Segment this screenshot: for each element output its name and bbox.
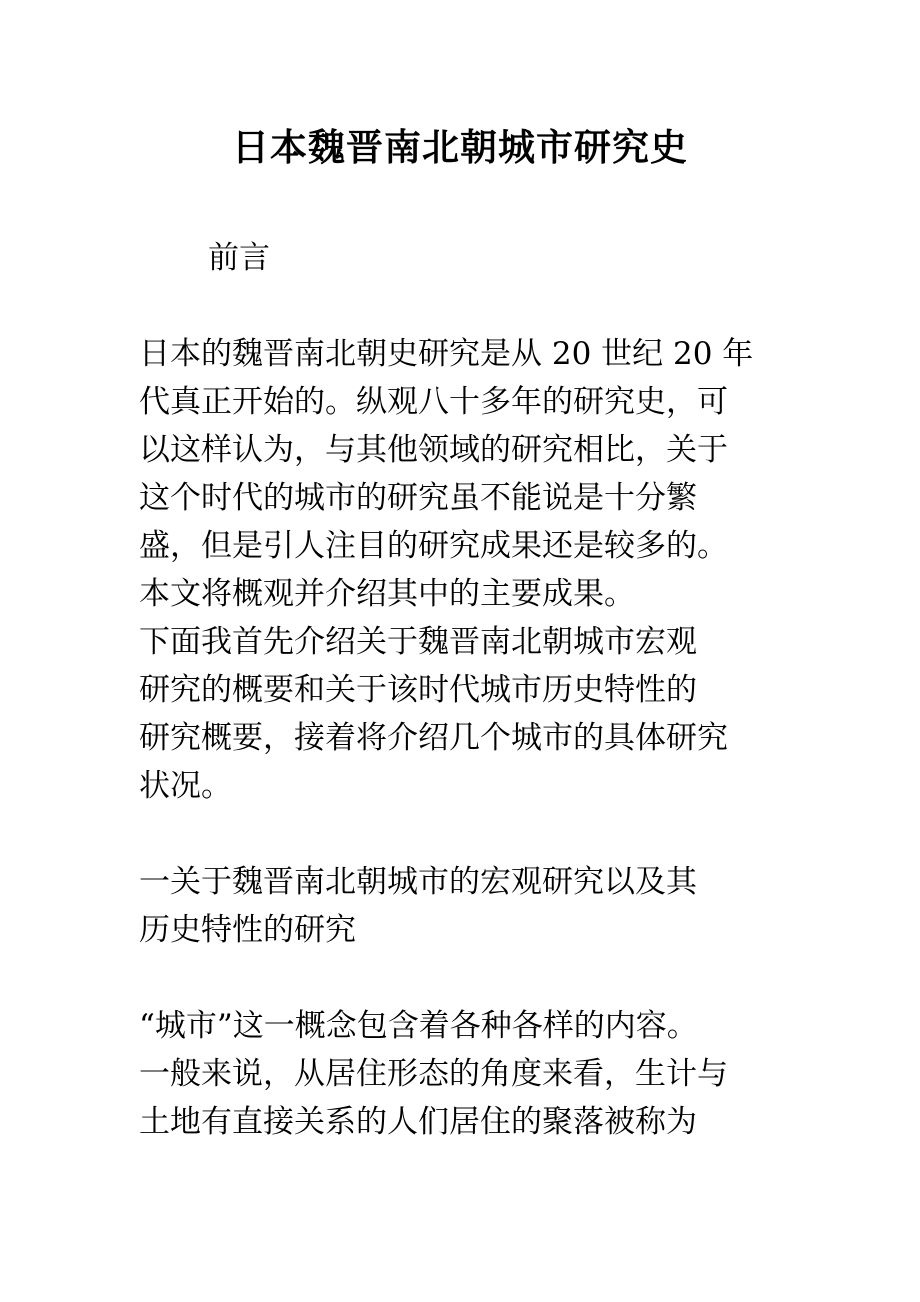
section-heading-line: 历史特性的研究 — [139, 912, 356, 948]
preface-heading: 前言 — [208, 240, 270, 276]
paragraph-line: 一般来说，从居住形态的角度来看，生计与 — [139, 1056, 728, 1092]
paragraph-line: “城市”这一概念包含着各种各样的内容。 — [139, 1008, 698, 1044]
document-title: 日本魏晋南北朝城市研究史 — [232, 126, 688, 169]
paragraph-line: 研究概要，接着将介绍几个城市的具体研究 — [139, 720, 728, 756]
paragraph-line: 本文将概观并介绍其中的主要成果。 — [139, 576, 635, 612]
paragraph-line: 盛，但是引人注目的研究成果还是较多的。 — [139, 528, 728, 564]
paragraph-line: 代真正开始的。纵观八十多年的研究史，可 — [139, 384, 728, 420]
paragraph-line: 状况。 — [139, 768, 232, 804]
section-heading-line: 一关于魏晋南北朝城市的宏观研究以及其 — [139, 864, 697, 900]
paragraph-line: 下面我首先介绍关于魏晋南北朝城市宏观 — [139, 624, 697, 660]
paragraph-line: 研究的概要和关于该时代城市历史特性的 — [139, 672, 697, 708]
paragraph-line: 以这样认为，与其他领域的研究相比，关于 — [139, 432, 728, 468]
paragraph-line: 这个时代的城市的研究虽不能说是十分繁 — [139, 480, 697, 516]
paragraph-line: 土地有直接关系的人们居住的聚落被称为 — [139, 1104, 697, 1140]
paragraph-line: 日本的魏晋南北朝史研究是从 20 世纪 20 年 — [139, 336, 754, 372]
